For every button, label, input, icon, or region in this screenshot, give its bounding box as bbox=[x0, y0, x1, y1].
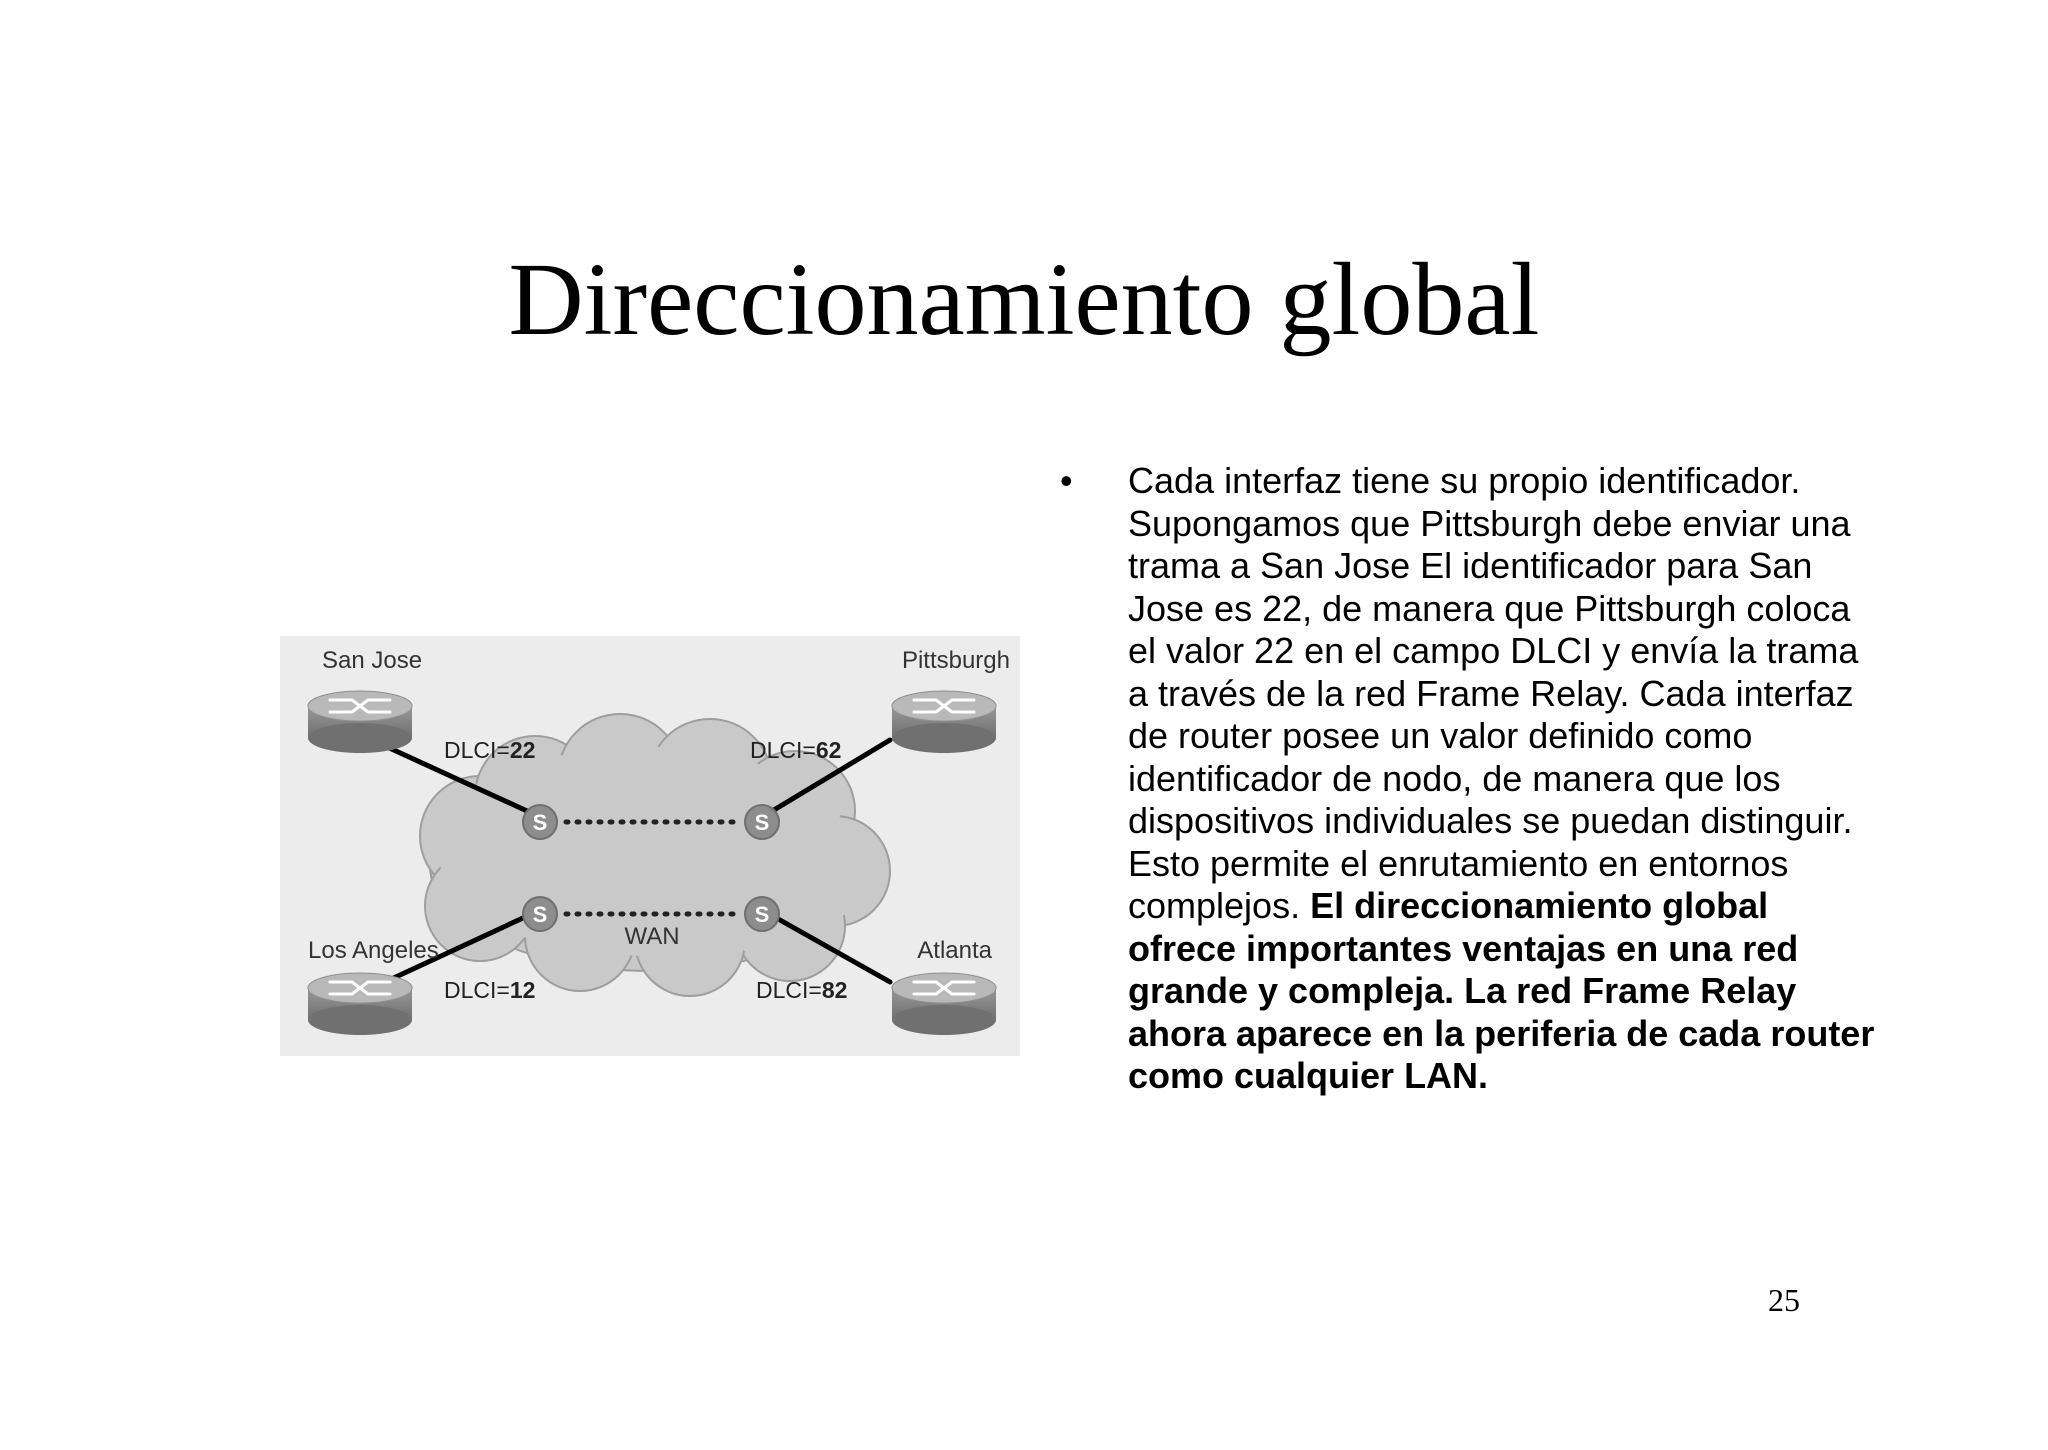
switch-top-left bbox=[523, 805, 557, 839]
dlci-label-los-angeles: DLCI=12 bbox=[444, 977, 536, 1003]
router-name-los-angeles: Los Angeles bbox=[308, 937, 439, 964]
router-los-angeles bbox=[308, 973, 412, 1035]
bullet-text bbox=[1128, 460, 1880, 1098]
router-icon bbox=[308, 973, 412, 1035]
frame-relay-diagram bbox=[280, 636, 1020, 1056]
router-san-jose bbox=[308, 691, 412, 753]
bullet-marker: • bbox=[1060, 460, 1073, 501]
dlci-label-pittsburgh: DLCI=62 bbox=[750, 737, 842, 763]
router-name-san-jose: San Jose bbox=[322, 647, 423, 674]
router-name-pittsburgh: Pittsburgh bbox=[901, 647, 1010, 674]
switch-label: S bbox=[754, 902, 770, 927]
slide-title: Direccionamiento global bbox=[508, 242, 1540, 357]
switch-label: S bbox=[532, 902, 548, 927]
bullet-text-normal: Cada interfaz tiene su propio identificador. Supongamos que Pittsburgh debe enviar una trama a San Jose El identificador para San Jose es 22, de manera que Pittsburgh coloca el valor 22 en el campo DLCI y envía la trama a través de la red Frame Relay. Cada interfaz de router posee un valor definido como identificador de nodo, de manera que los dispositivos individuales se puedan distinguir. Esto permite el enrutamiento en entornos complejos. bbox=[1128, 460, 1859, 926]
bullet-text-bold: El direccionamiento global ofrece importantes ventajas en una red grande y compleja. La red Frame Relay ahora aparece en la periferia de cada router como cualquier LAN. bbox=[1128, 885, 1875, 1096]
router-pittsburgh bbox=[892, 691, 996, 753]
switch-bottom-right bbox=[745, 897, 779, 931]
dlci-label-san-jose: DLCI=22 bbox=[444, 737, 536, 763]
router-icon bbox=[892, 973, 996, 1035]
switch-label: S bbox=[754, 810, 770, 835]
switch-label: S bbox=[532, 810, 548, 835]
switch-top-right bbox=[745, 805, 779, 839]
switch-bottom-left bbox=[523, 897, 557, 931]
dlci-label-atlanta: DLCI=82 bbox=[756, 977, 848, 1003]
router-name-atlanta: Atlanta bbox=[917, 937, 992, 964]
page-number: 25 bbox=[1768, 1282, 1800, 1318]
wan-label: WAN bbox=[624, 923, 680, 950]
router-icon bbox=[308, 691, 412, 753]
router-atlanta bbox=[892, 973, 996, 1035]
router-icon bbox=[892, 691, 996, 753]
network-diagram-svg bbox=[280, 636, 1020, 1056]
